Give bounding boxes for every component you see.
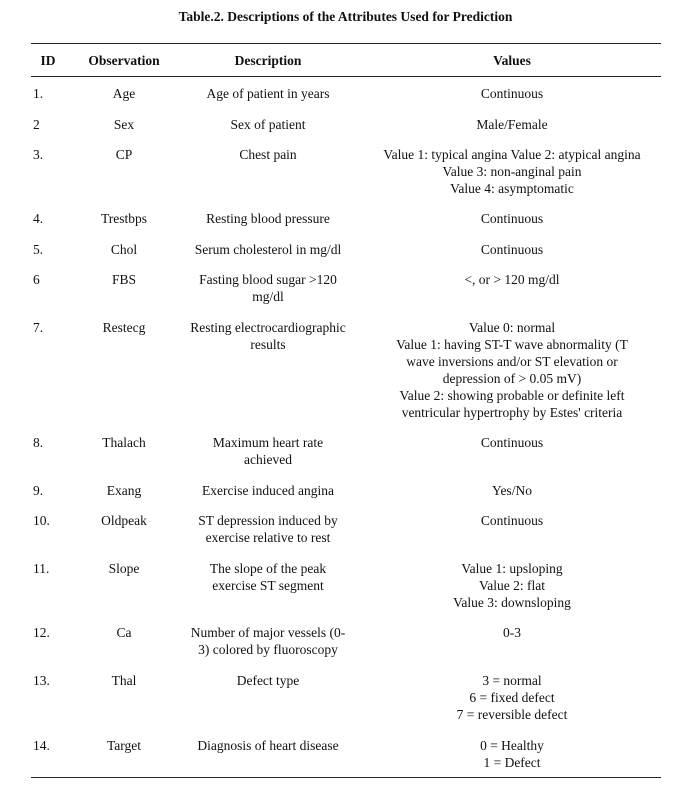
cell-observation: Sex [113,117,135,132]
cell-description: Fasting blood sugar >120 mg/dl [199,272,337,304]
cell-id: 10. [33,513,50,528]
cell-description: Resting blood pressure [206,211,330,226]
cell-values: Male/Female [476,117,548,132]
cell-id: 6 [33,272,40,287]
cell-description: Exercise induced angina [202,483,334,498]
cell-description: Resting electrocardiographic results [190,320,346,352]
cell-values: Continuous [480,86,544,101]
cell-values: Continuous [480,211,544,226]
cell-id: 13. [33,673,50,688]
cell-description: Diagnosis of heart disease [197,738,339,753]
cell-observation: Thalach [102,435,146,450]
cell-id: 12. [33,625,50,640]
cell-values: Value 1: typical angina Value 2: atypical angina Value 3: non-anginal pain Value 4: asymptomatic [383,147,641,196]
table-caption: Table.2. Descriptions of the Attributes Used for Prediction [178,9,513,24]
cell-observation: FBS [111,272,137,287]
cell-observation: Exang [106,483,142,498]
cell-description: Number of major vessels (0- 3) colored by fluoroscopy [190,625,346,657]
header-observation: Observation [88,53,160,68]
cell-observation: Trestbps [100,211,148,226]
cell-values: 3 = normal 6 = fixed defect 7 = reversible defect [456,673,568,722]
cell-observation: Slope [108,561,140,576]
header-rule [31,76,661,77]
cell-observation: Target [106,738,142,753]
cell-values: Continuous [480,242,544,257]
cell-observation: Restecg [102,320,146,335]
cell-description: Serum cholesterol in mg/dl [194,242,342,257]
table-bottom-rule [31,777,661,778]
cell-description: Age of patient in years [206,86,330,101]
cell-values: Continuous [480,435,544,450]
table-top-rule [31,43,661,44]
cell-description: Maximum heart rate achieved [212,435,324,467]
cell-id: 9. [33,483,44,498]
cell-values: 0-3 [503,625,521,640]
cell-observation: Thal [111,673,137,688]
cell-description: The slope of the peak exercise ST segment [209,561,327,593]
cell-observation: CP [115,147,133,162]
header-values: Values [493,53,531,68]
cell-id: 4. [33,211,44,226]
header-id: ID [40,53,56,68]
cell-id: 2 [33,117,40,132]
cell-description: Chest pain [239,147,297,162]
cell-description: Sex of patient [230,117,306,132]
cell-id: 1. [33,86,44,101]
cell-observation: Ca [116,625,132,640]
cell-values: Yes/No [492,483,532,498]
cell-values: Continuous [480,513,544,528]
cell-observation: Age [112,86,136,101]
cell-id: 3. [33,147,44,162]
cell-values: Value 0: normal Value 1: having ST-T wave abnormality (T wave inversions and/or ST elevation or depression of > 0.05 mV) Value 2: showing probable or definite left ventricular hypertrophy by Estes' criteria [396,320,628,420]
cell-observation: Chol [110,242,138,257]
cell-description: ST depression induced by exercise relative to rest [198,513,338,545]
cell-description: Defect type [236,673,300,688]
cell-id: 14. [33,738,50,753]
cell-id: 11. [33,561,50,576]
cell-id: 5. [33,242,44,257]
cell-values: 0 = Healthy 1 = Defect [480,738,544,770]
cell-id: 8. [33,435,44,450]
cell-values: <, or > 120 mg/dl [464,272,560,287]
cell-values: Value 1: upsloping Value 2: flat Value 3: downsloping [453,561,571,610]
cell-id: 7. [33,320,44,335]
header-description: Description [234,53,302,68]
cell-observation: Oldpeak [101,513,147,528]
